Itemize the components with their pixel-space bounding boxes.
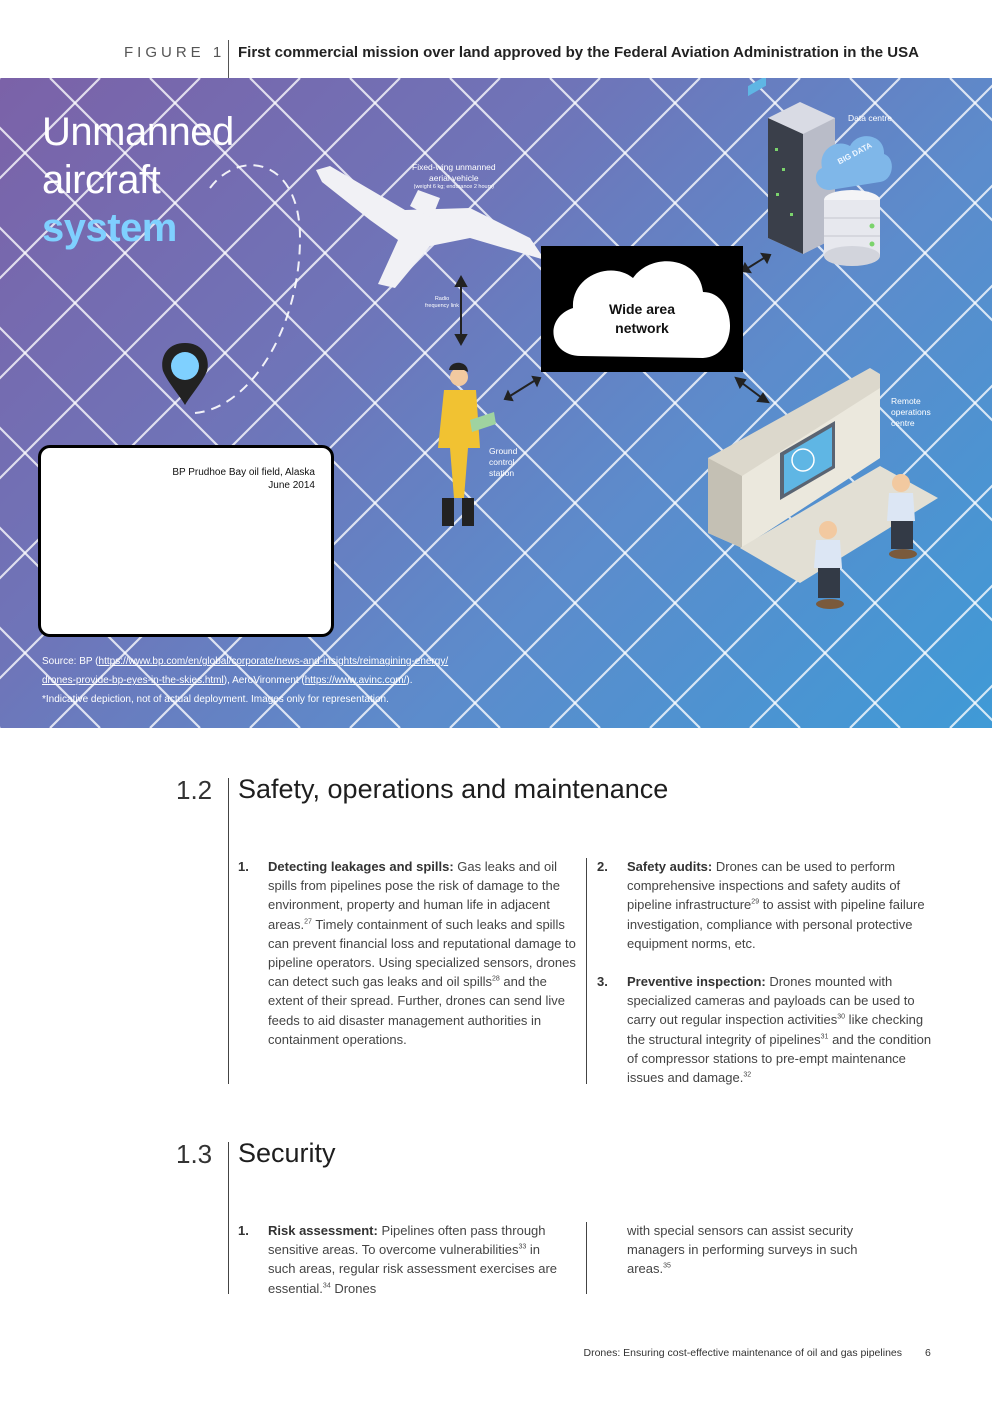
footnote-ref: 34	[322, 1282, 331, 1290]
column-rule	[586, 858, 587, 1084]
item-heading: Risk assessment:	[268, 1223, 378, 1238]
data-centre-label: Data centre	[848, 113, 892, 123]
section-number: 1.3	[176, 1139, 213, 1169]
source-link-bp[interactable]: https://www.bp.com/en/global/corporate/news-and-insights/reimagining-energy/	[98, 656, 449, 667]
uas-title-line2: aircraft	[42, 158, 161, 202]
column-left	[238, 1221, 568, 1317]
item-text: like checking the structural integrity of pipelines	[627, 1012, 924, 1047]
list-item	[597, 972, 937, 1087]
figure-source	[42, 652, 448, 690]
item-text: to assist with pipeline failure investigation, compliance with personal protective equipment norms, etc.	[627, 897, 925, 951]
header-divider	[228, 40, 229, 78]
footer-title: Ensuring cost-effective maintenance of oil and gas pipelines	[620, 1347, 902, 1359]
section-rule	[228, 1142, 229, 1294]
footnote-ref: 29	[751, 899, 760, 907]
item-text: in such areas, regular risk assessment exercises are essential.	[268, 1242, 558, 1296]
item-text: and the extent of their spread. Further, drones can send live feeds to aid disaster management authorities in containment operations.	[268, 974, 566, 1047]
source-link-aerovironment[interactable]: https://www.avinc.com/	[304, 675, 407, 686]
ground-station-label	[489, 446, 517, 479]
location-line1: BP Prudhoe Bay oil field, Alaska	[172, 467, 315, 478]
column-left	[238, 857, 578, 1068]
footnote-ref: 32	[743, 1071, 752, 1079]
item-text: Drones can be used to perform comprehensive inspections and safety audits of pipeline infrastructure	[627, 859, 901, 913]
radio-link-label: Radio frequency link	[425, 296, 459, 309]
item-number: 3.	[597, 974, 608, 990]
radio-link-arrow-icon	[456, 277, 466, 344]
location-card	[38, 445, 334, 637]
footnote-ref: 35	[663, 1263, 671, 1271]
footnote-ref: 28	[492, 975, 500, 983]
section-number: 1.2	[176, 775, 213, 805]
ground-station-label-line2: control	[489, 457, 515, 467]
list-item	[597, 857, 937, 953]
uav-label-line1: Fixed-wing unmanned	[412, 162, 496, 172]
figure-header	[0, 0, 992, 78]
ground-station-operator-icon	[438, 363, 496, 526]
source-mid: ), AeroVironment (	[223, 675, 305, 686]
item-number: 2.	[597, 859, 608, 874]
column-rule	[586, 1222, 587, 1294]
uav-label-line2: aerial vehicle	[429, 173, 479, 183]
ground-station-label-line3: station	[489, 468, 515, 478]
uav-label-line3: (weight 6 kg; endurance 2 hours)	[413, 184, 495, 190]
item-number: 1.	[238, 1223, 249, 1238]
list-item	[238, 857, 578, 1049]
item-number: 1.	[238, 859, 249, 874]
footer-text	[584, 1347, 903, 1359]
item-heading: Detecting leakages and spills:	[268, 859, 454, 874]
location-pin-icon	[162, 343, 208, 405]
source-suffix: ).	[406, 675, 413, 686]
figure-label: FIGURE 1	[124, 44, 226, 61]
remote-ops-label	[891, 396, 931, 429]
remote-ops-label-line1: Remote	[891, 396, 921, 406]
big-data-label: BIG DATA	[836, 140, 874, 167]
item-heading: Preventive inspection:	[627, 974, 766, 990]
item-heading: Safety audits:	[627, 859, 713, 874]
item-text: Drones mounted with specialized cameras and payloads can be used to carry out regular inspection activities	[627, 974, 915, 1028]
footnote-ref: 33	[518, 1243, 527, 1251]
item-text: with special sensors can assist security managers in performing surveys in such areas.	[627, 1223, 858, 1277]
source-prefix: Source: BP (	[42, 656, 99, 667]
uas-title-line1: Unmanned	[42, 110, 234, 154]
wan-label-line1: Wide area	[608, 301, 675, 317]
page-number: 6	[925, 1347, 931, 1359]
item-text: Timely containment of such leaks and spills can prevent financial loss and reputational damage to pipeline operators. Using specialized sensors, drones can detect such gas leaks and oil spills	[268, 916, 576, 990]
location-text	[172, 466, 315, 492]
uas-title	[42, 108, 234, 252]
column-right	[597, 857, 937, 1106]
figure-title: First commercial mission over land approved by the Federal Aviation Administration in the USA	[238, 44, 919, 61]
remote-ops-label-line3: centre	[891, 418, 915, 428]
item-text: Drones	[330, 1280, 377, 1296]
section-title: Safety, operations and maintenance	[238, 774, 669, 804]
footer-bold: Drones:	[583, 1347, 621, 1359]
item-text: Gas leaks and oil spills from pipelines pose the risk of damage to the environment, property and human life in adjacent areas.	[268, 859, 560, 932]
section-title: Security	[238, 1138, 336, 1168]
uas-figure	[0, 78, 992, 728]
section-rule	[228, 778, 229, 1084]
column-right	[627, 1221, 887, 1279]
ground-station-label-line1: Ground	[489, 446, 518, 456]
remote-ops-label-line2: operations	[891, 407, 931, 417]
uas-title-accent: system	[42, 206, 177, 250]
footnote-ref: 31	[820, 1033, 829, 1041]
uav-label	[412, 162, 496, 191]
wan-label	[541, 300, 743, 338]
location-line2: June 2014	[268, 480, 315, 491]
item-text: Pipelines often pass through sensitive areas. To overcome vulnerabilities	[268, 1223, 546, 1258]
wide-area-network-box	[541, 246, 743, 372]
data-centre-icon	[768, 102, 892, 266]
source-link-bp-cont[interactable]: drones-provide-bp-eyes-in-the-skies.html	[42, 675, 224, 686]
list-item	[238, 1221, 568, 1298]
footnote-ref: 27	[304, 918, 312, 926]
wan-label-line2: network	[615, 320, 669, 336]
footnote-ref: 30	[837, 1014, 846, 1022]
figure-note: *Indicative depiction, not of actual deployment. Images only for representation.	[42, 694, 389, 705]
item-text: and the condition of compressor stations to pre-empt maintenance issues and damage.	[627, 1031, 932, 1086]
